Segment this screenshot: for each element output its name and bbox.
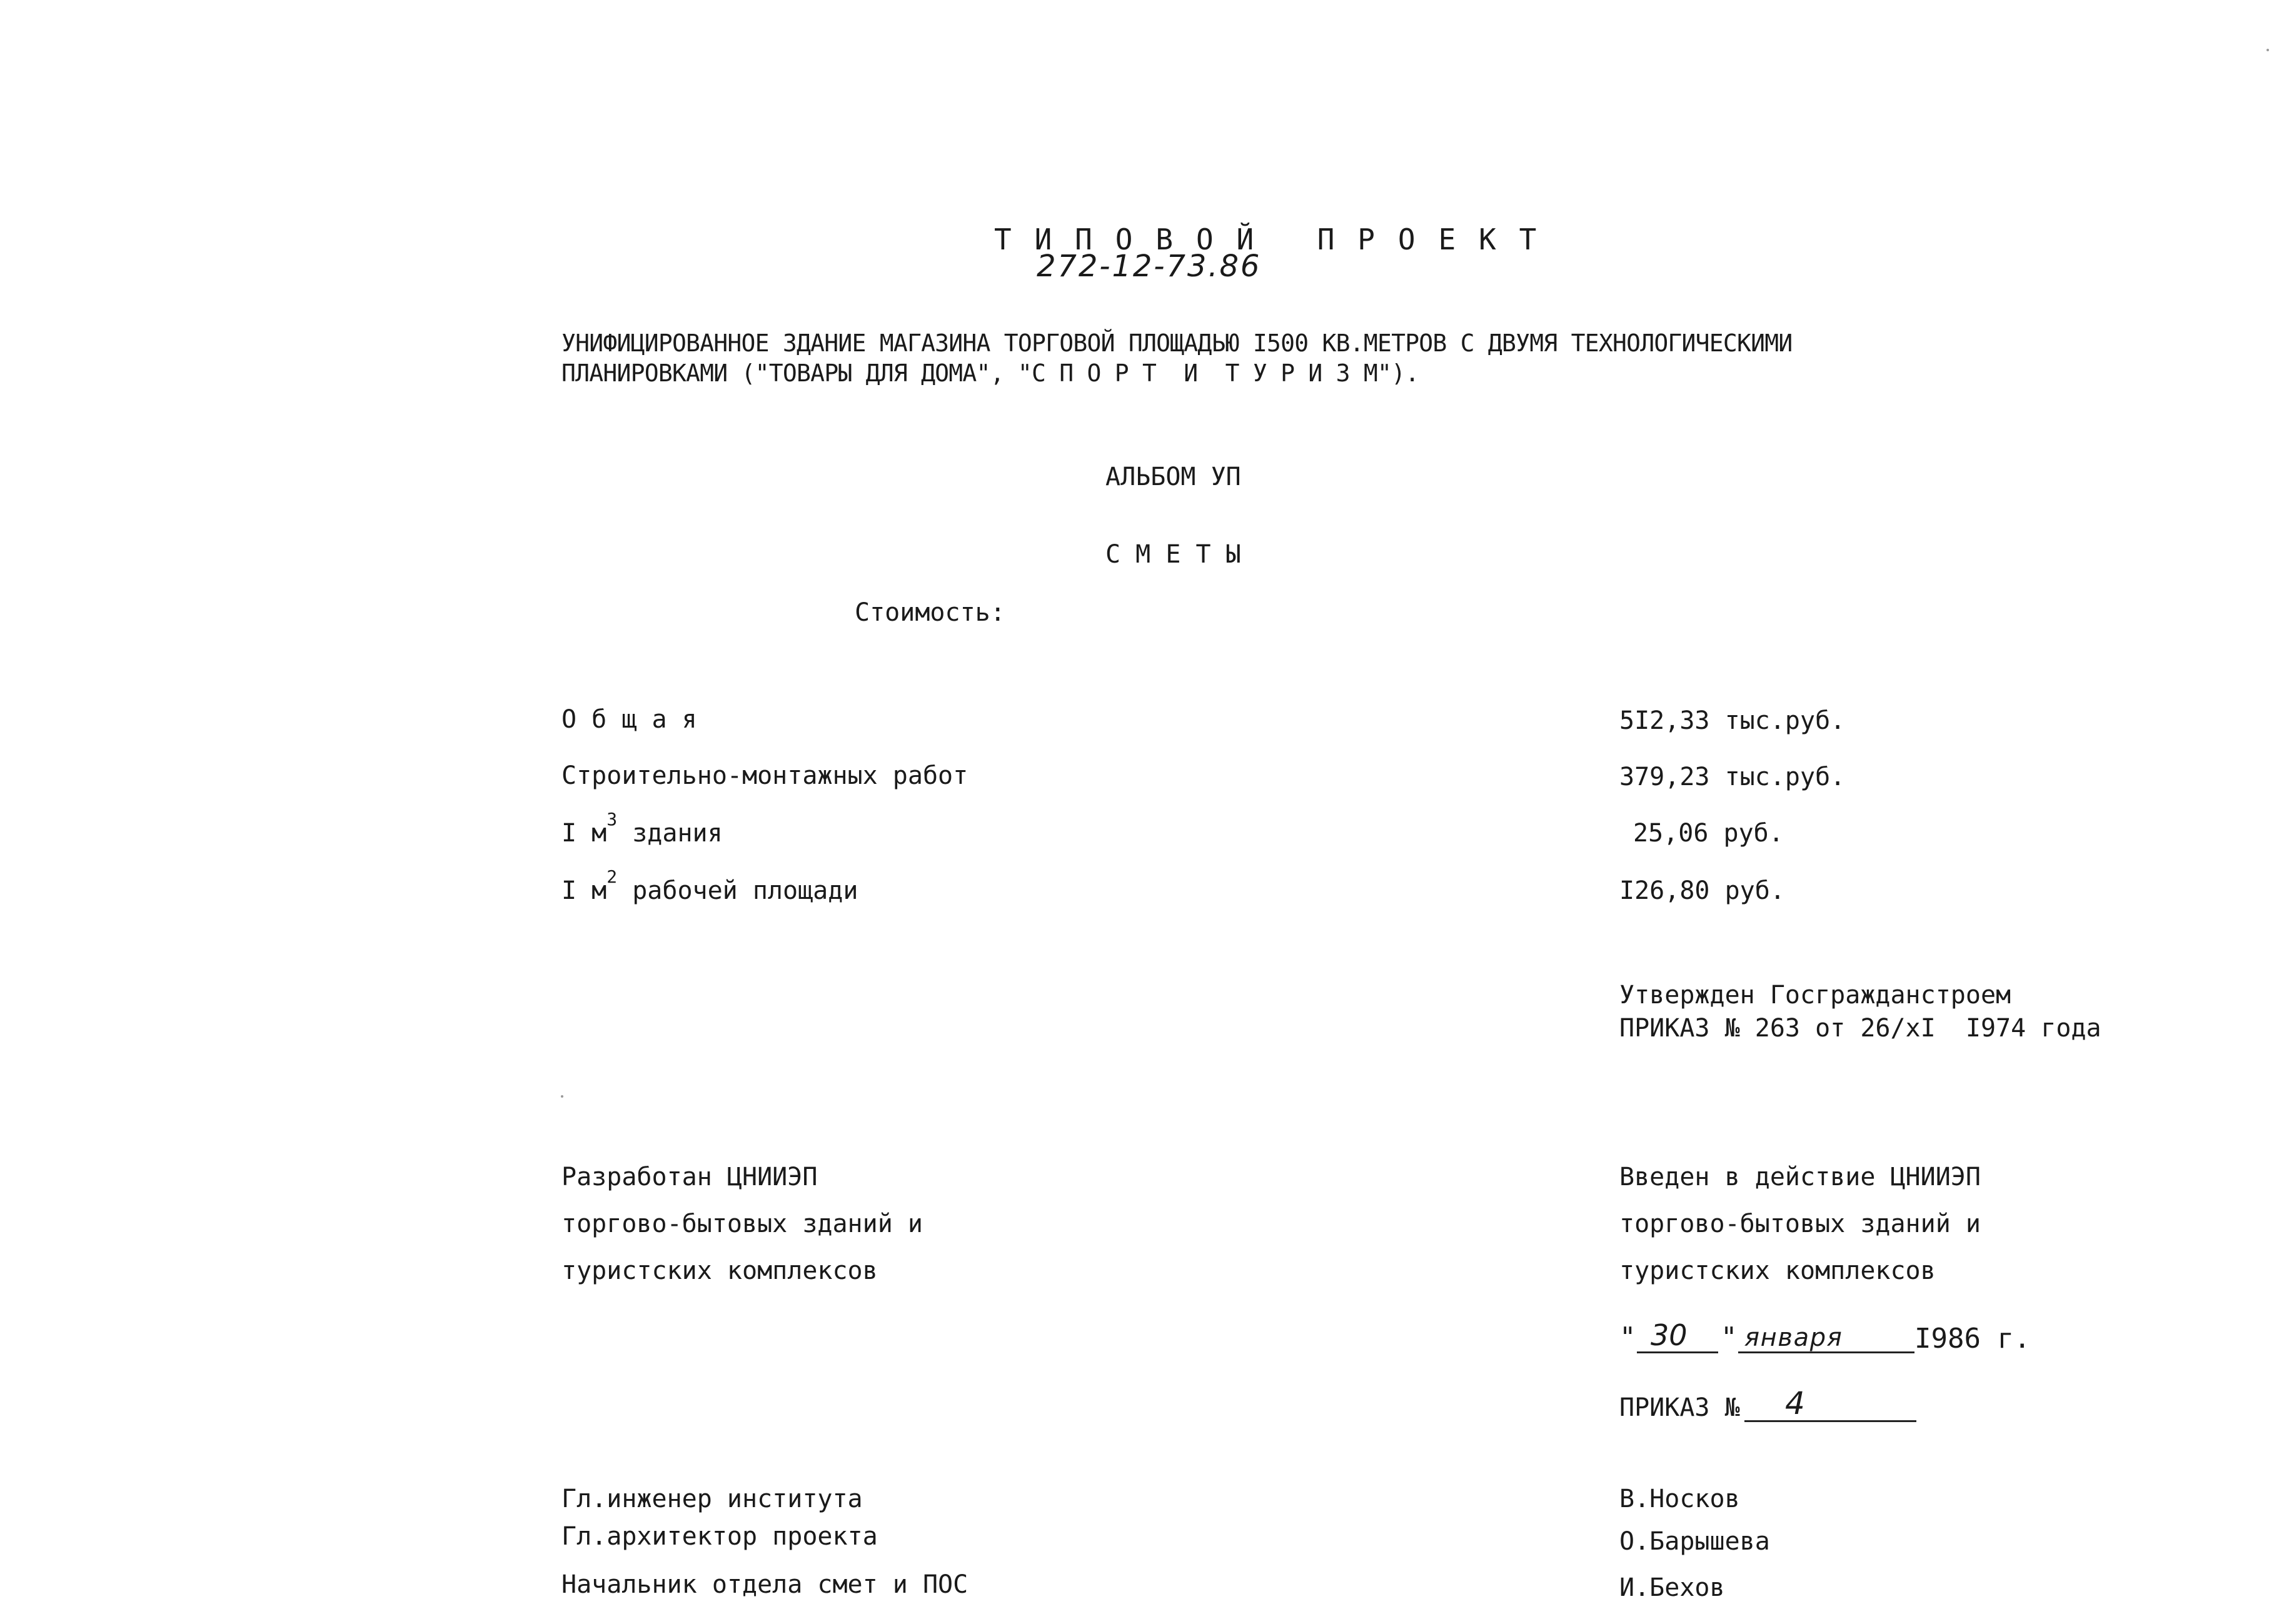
description-line-1: УНИФИЦИРОВАННОЕ ЗДАНИЕ МАГАЗИНА ТОРГОВОЙ ПЛОЩАДЬЮ I500 КВ.МЕТРОВ С ДВУМЯ ТЕХНОЛОГИЧЕСКИМИ (561, 329, 1793, 357)
chief-engineer-title: Гл.инженер института (561, 1485, 863, 1513)
cost-row-per-m3-label: I $м^3$ здания (561, 809, 723, 848)
date-day: 30 (1651, 1318, 1688, 1352)
cost-row-total-label: О б щ а я (561, 705, 697, 734)
scan-speck (2266, 49, 2269, 51)
date-close-quote: " (1721, 1321, 1738, 1353)
date-year: I986 г. (1914, 1323, 2031, 1355)
chief-architect-name: О.Барышева (1619, 1527, 1770, 1556)
cost-row-total-value: 5I2,33 тыс.руб. (1619, 706, 1846, 735)
cost-row-per-m2-value: I26,80 руб. (1619, 876, 1785, 905)
cost-row-per-m2-label: I $м^2$ рабочей площади (561, 866, 858, 905)
date-month-underline (1738, 1351, 1914, 1353)
date-open-quote: " (1619, 1321, 1636, 1353)
enacted-line-3: туристских комплексов (1619, 1256, 1936, 1285)
enacted-line-2: торгово-бытовых зданий и (1619, 1210, 1981, 1238)
developer-line-2: торгово-бытовых зданий и (561, 1210, 923, 1238)
order-number: 4 (1785, 1385, 1805, 1421)
order-number-underline (1744, 1420, 1916, 1422)
cost-heading: Стоимость: (855, 598, 1005, 627)
scan-speck (561, 1095, 563, 1098)
developer-line-3: туристских комплексов (561, 1256, 878, 1285)
chief-engineer-name: В.Носков (1619, 1485, 1740, 1513)
estimates-head-name: И.Бехов (1619, 1573, 1725, 1602)
order-label: ПРИКАЗ № (1619, 1393, 1740, 1422)
chief-architect-title: Гл.архитектор проекта (561, 1522, 878, 1551)
cost-row-per-m3-value: 25,06 руб. (1633, 819, 1784, 848)
section-label: С М Е Т Ы (1105, 540, 1241, 569)
approval-line-2: ПРИКАЗ № 263 от 26/хI I974 года (1619, 1014, 2101, 1043)
document-title: Т И П О В О Й П Р О Е К Т (994, 223, 1539, 256)
developer-line-1: Разработан ЦНИИЭП (561, 1163, 818, 1191)
date-month: января (1744, 1323, 1843, 1352)
estimates-head-title: Начальник отдела смет и ПОС (561, 1570, 968, 1599)
cost-row-construction-label: Строительно-монтажных работ (561, 761, 968, 790)
date-day-underline (1637, 1351, 1718, 1353)
project-code: 272-12-73.86 (1037, 249, 1262, 284)
approval-line-1: Утвержден Госгражданстроем (1619, 981, 2011, 1010)
album-label: АЛЬБОМ УП (1105, 463, 1241, 491)
description-line-2: ПЛАНИРОВКАМИ ("ТОВАРЫ ДЛЯ ДОМА", "С П О Р Т И Т У Р И З М"). (561, 359, 1419, 387)
enacted-line-1: Введен в действие ЦНИИЭП (1619, 1163, 1981, 1191)
cost-row-construction-value: 379,23 тыс.руб. (1619, 763, 1846, 791)
